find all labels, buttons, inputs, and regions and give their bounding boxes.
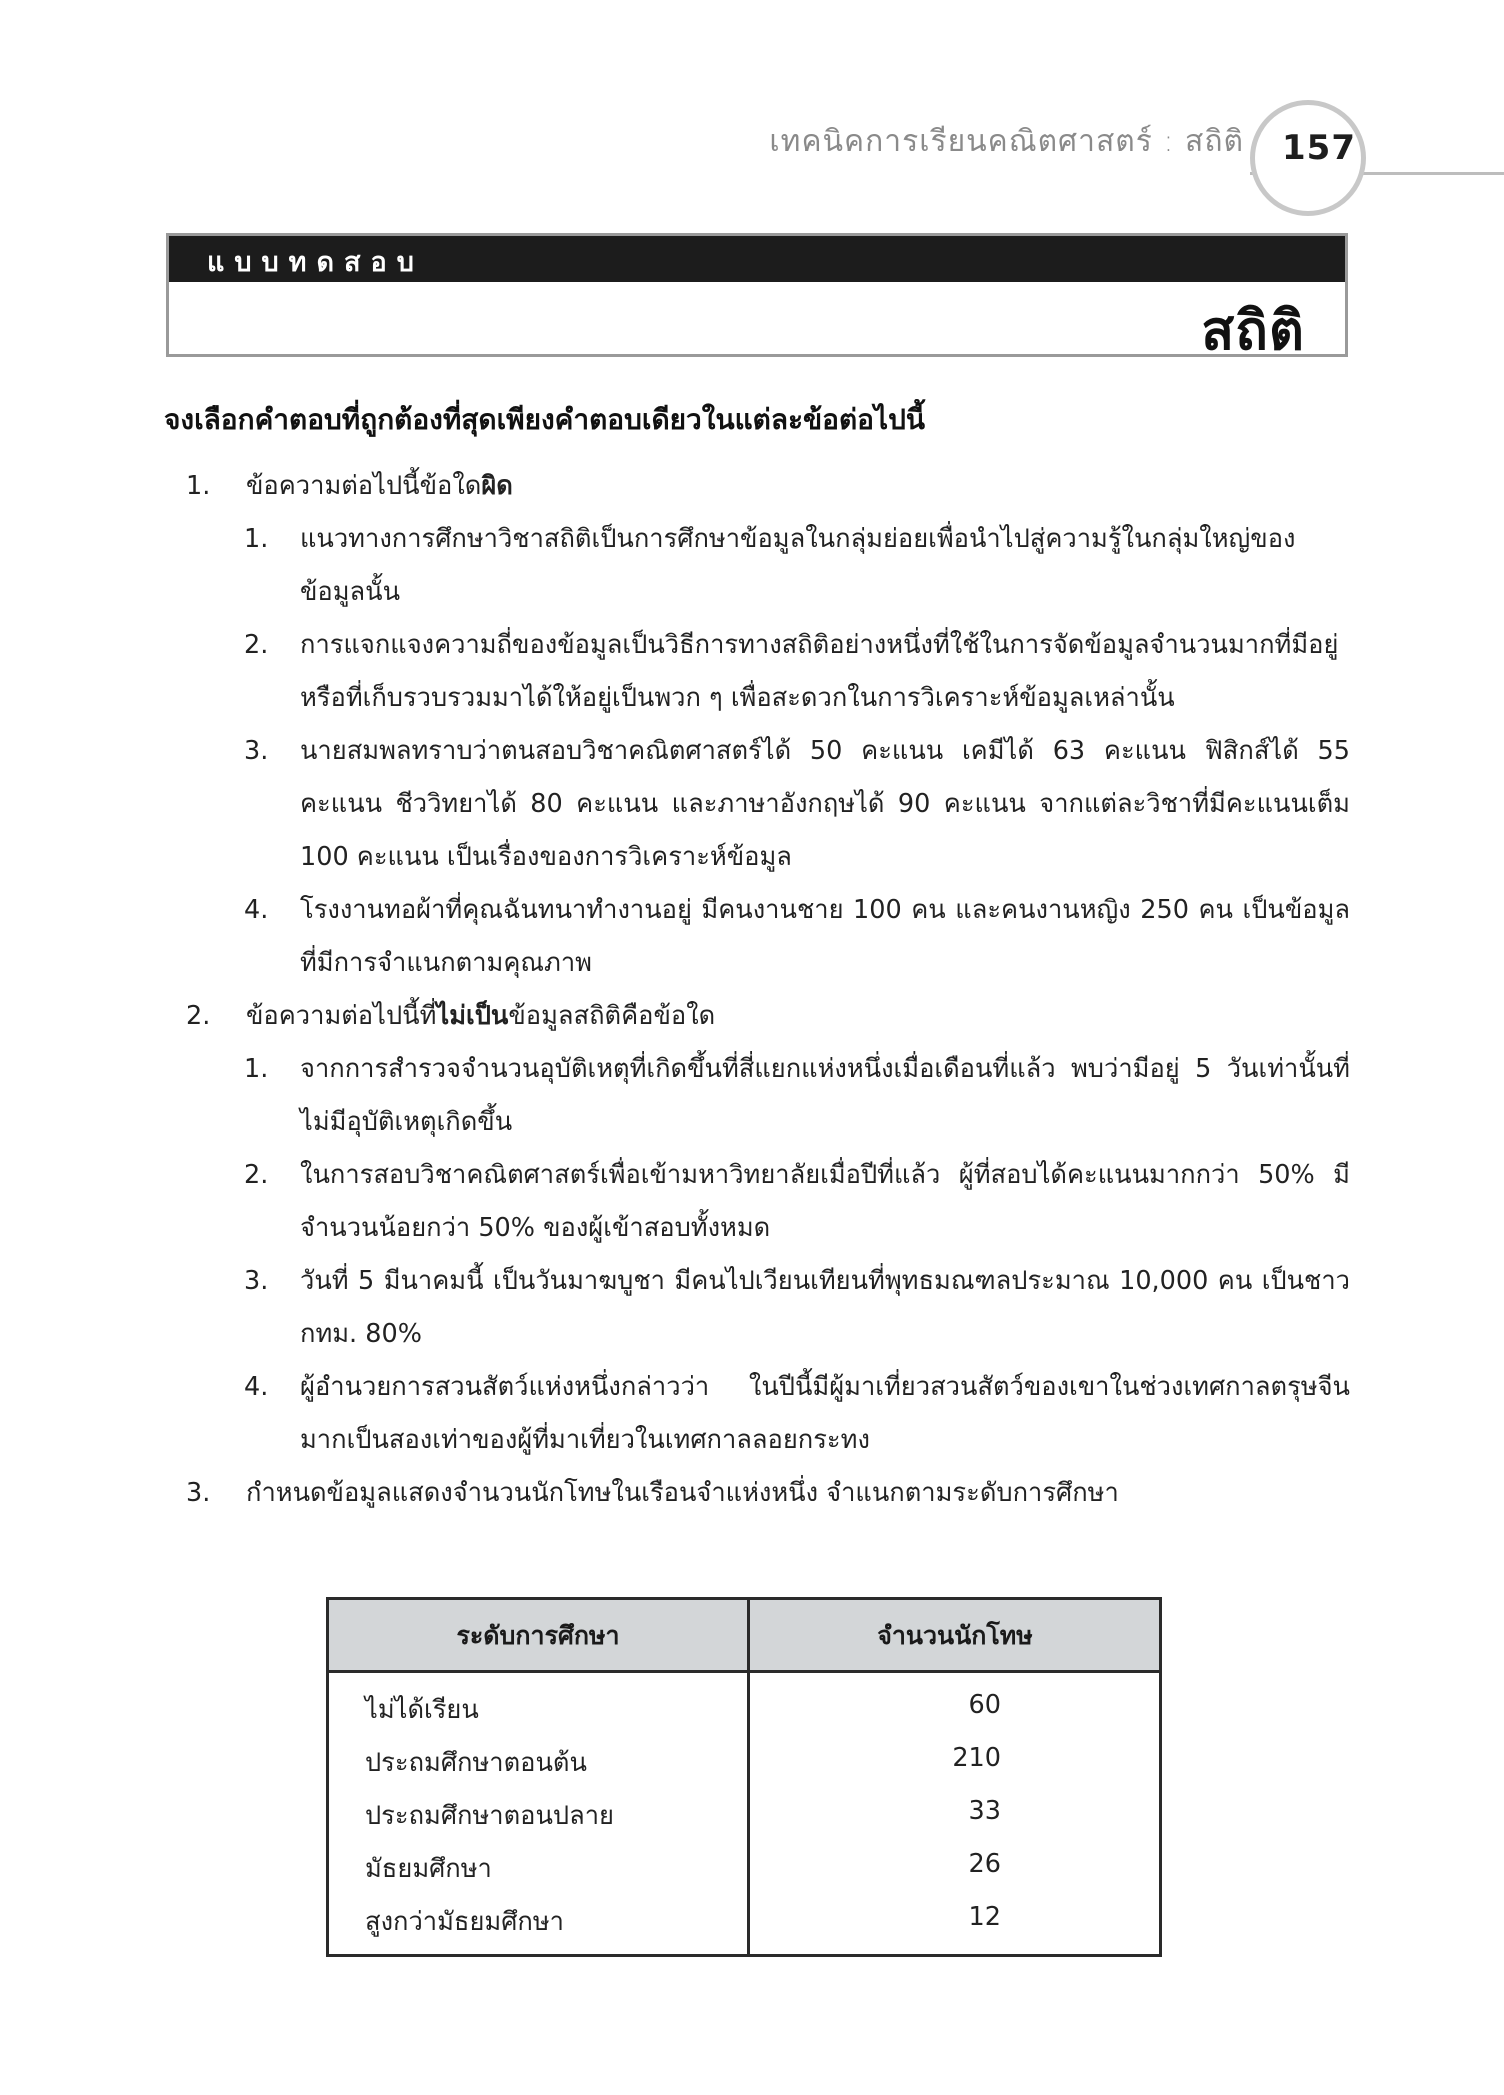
banner-strip: [169, 236, 1345, 282]
banner-label: แบบทดสอบ: [207, 247, 424, 278]
question-3: [186, 1467, 1350, 1520]
option-1-4: [186, 884, 1350, 990]
table-cell-count: 60: [968, 1690, 1001, 1720]
option-text: วันที่ 5 มีนาคมนี้ เป็นวันมาฆบูชา มีคนไปเวียนเทียนที่พุทธมณฑลประมาณ 10,000 คน เป็นชาว กทม. 80%: [300, 1266, 1350, 1349]
question-emphasis: ไม่เป็น: [436, 1001, 509, 1031]
page-number: 157: [1282, 128, 1356, 168]
question-text: ข้อความต่อไปนี้ที่ไม่เป็นข้อมูลสถิติคือข้อใด: [246, 1001, 716, 1031]
option-text: การแจกแจงความถี่ของข้อมูลเป็นวิธีการทางสถิติอย่างหนึ่งที่ใช้ในการจัดข้อมูลจำนวนมากที่มีอยู่ หรือที่เก็บรวบรวมมาได้ให้อยู่เป็นพวก ๆ เพื่อสะดวกในการวิเคราะห์ข้อมูลเหล่านั้น: [300, 630, 1339, 713]
question-2: [186, 990, 1350, 1043]
option-number: 1.: [244, 1054, 269, 1084]
option-1-1: [186, 513, 1350, 619]
table-cell-level: ไม่ได้เรียน: [365, 1695, 479, 1725]
table-row: [329, 1790, 1159, 1843]
question-1: [186, 460, 1350, 513]
question-text: ข้อความต่อไปนี้ข้อใดผิด: [246, 471, 513, 501]
option-text: จากการสำรวจจำนวนอุบัติเหตุที่เกิดขึ้นที่สี่แยกแห่งหนึ่งเมื่อเดือนที่แล้ว พบว่ามีอยู่ 5 วันเท่านั้นที่ไม่มีอุบัติเหตุเกิดขึ้น: [300, 1054, 1350, 1137]
table-cell-count: 12: [968, 1902, 1001, 1932]
option-number: 3.: [244, 736, 269, 766]
table-header-count: จำนวนนักโทษ: [877, 1621, 1033, 1650]
option-text: ผู้อำนวยการสวนสัตว์แห่งหนึ่งกล่าวว่า ในปีนี้มีผู้มาเที่ยวสวนสัตว์ของเขาในช่วงเทศกาลตรุษจีนมากเป็นสองเท่าของผู้ที่มาเที่ยวในเทศกาลลอยกระทง: [300, 1372, 1350, 1455]
option-number: 2.: [244, 630, 269, 660]
option-2-3: [186, 1255, 1350, 1361]
table-cell-count: 33: [968, 1796, 1001, 1826]
table-cell-level: มัธยมศึกษา: [365, 1854, 492, 1884]
option-text: แนวทางการศึกษาวิชาสถิติเป็นการศึกษาข้อมูลในกลุ่มย่อยเพื่อนำไปสู่ความรู้ในกลุ่มใหญ่ของข้อมูลนั้น: [300, 524, 1296, 607]
option-number: 3.: [244, 1266, 269, 1296]
table-cell-level: สูงกว่ามัธยมศึกษา: [365, 1907, 564, 1937]
table-cell-count: 26: [968, 1849, 1001, 1879]
running-title: เทคนิคการเรียนคณิตศาสตร์ : สถิติ: [769, 124, 1244, 159]
option-text: ในการสอบวิชาคณิตศาสตร์เพื่อเข้ามหาวิทยาลัยเมื่อปีที่แล้ว ผู้ที่สอบได้คะแนนมากกว่า 50% มีจำนวนน้อยกว่า 50% ของผู้เข้าสอบทั้งหมด: [300, 1160, 1350, 1243]
option-2-4: [186, 1361, 1350, 1467]
banner-title: สถิติ: [1201, 299, 1305, 362]
option-number: 4.: [244, 1372, 269, 1402]
question-number: 2.: [186, 1001, 211, 1031]
option-text: นายสมพลทราบว่าตนสอบวิชาคณิตศาสตร์ได้ 50 คะแนน เคมีได้ 63 คะแนน ฟิสิกส์ได้ 55 คะแนน ชีววิทยาได้ 80 คะแนน และภาษาอังกฤษได้ 90 คะแนน จากแต่ละวิชาที่มีคะแนนเต็ม 100 คะแนน เป็นเรื่องของการวิเคราะห์ข้อมูล: [300, 736, 1350, 872]
option-1-2: [186, 619, 1350, 725]
table-row: [329, 1684, 1159, 1737]
table-row: [329, 1843, 1159, 1896]
table-cell-level: ประถมศึกษาตอนปลาย: [365, 1801, 614, 1831]
prisoner-education-table: [326, 1597, 1162, 1957]
table-cell-level: ประถมศึกษาตอนต้น: [365, 1748, 587, 1778]
question-number: 3.: [186, 1478, 211, 1508]
section-banner: [166, 233, 1348, 362]
option-2-1: [186, 1043, 1350, 1149]
table-cell-count: 210: [952, 1743, 1001, 1773]
table-row: [329, 1896, 1159, 1949]
question-list: [186, 460, 1350, 1520]
table-header-level: ระดับการศึกษา: [456, 1621, 620, 1650]
question-emphasis: ผิด: [481, 471, 513, 501]
option-number: 4.: [244, 895, 269, 925]
option-2-2: [186, 1149, 1350, 1255]
option-1-3: [186, 725, 1350, 884]
instruction-text: จงเลือกคำตอบที่ถูกต้องที่สุดเพียงคำตอบเดียวในแต่ละข้อต่อไปนี้: [164, 403, 925, 436]
option-text: โรงงานทอผ้าที่คุณฉันทนาทำงานอยู่ มีคนงานชาย 100 คน และคนงานหญิง 250 คน เป็นข้อมูลที่มีการจำแนกตามคุณภาพ: [300, 895, 1350, 978]
option-number: 2.: [244, 1160, 269, 1190]
option-number: 1.: [244, 524, 269, 554]
question-number: 1.: [186, 471, 211, 501]
question-text: กำหนดข้อมูลแสดงจำนวนนักโทษในเรือนจำแห่งหนึ่ง จำแนกตามระดับการศึกษา: [246, 1478, 1119, 1508]
table-row: [329, 1737, 1159, 1790]
table-body: [329, 1684, 1159, 1949]
table-header-row: [329, 1600, 1159, 1673]
